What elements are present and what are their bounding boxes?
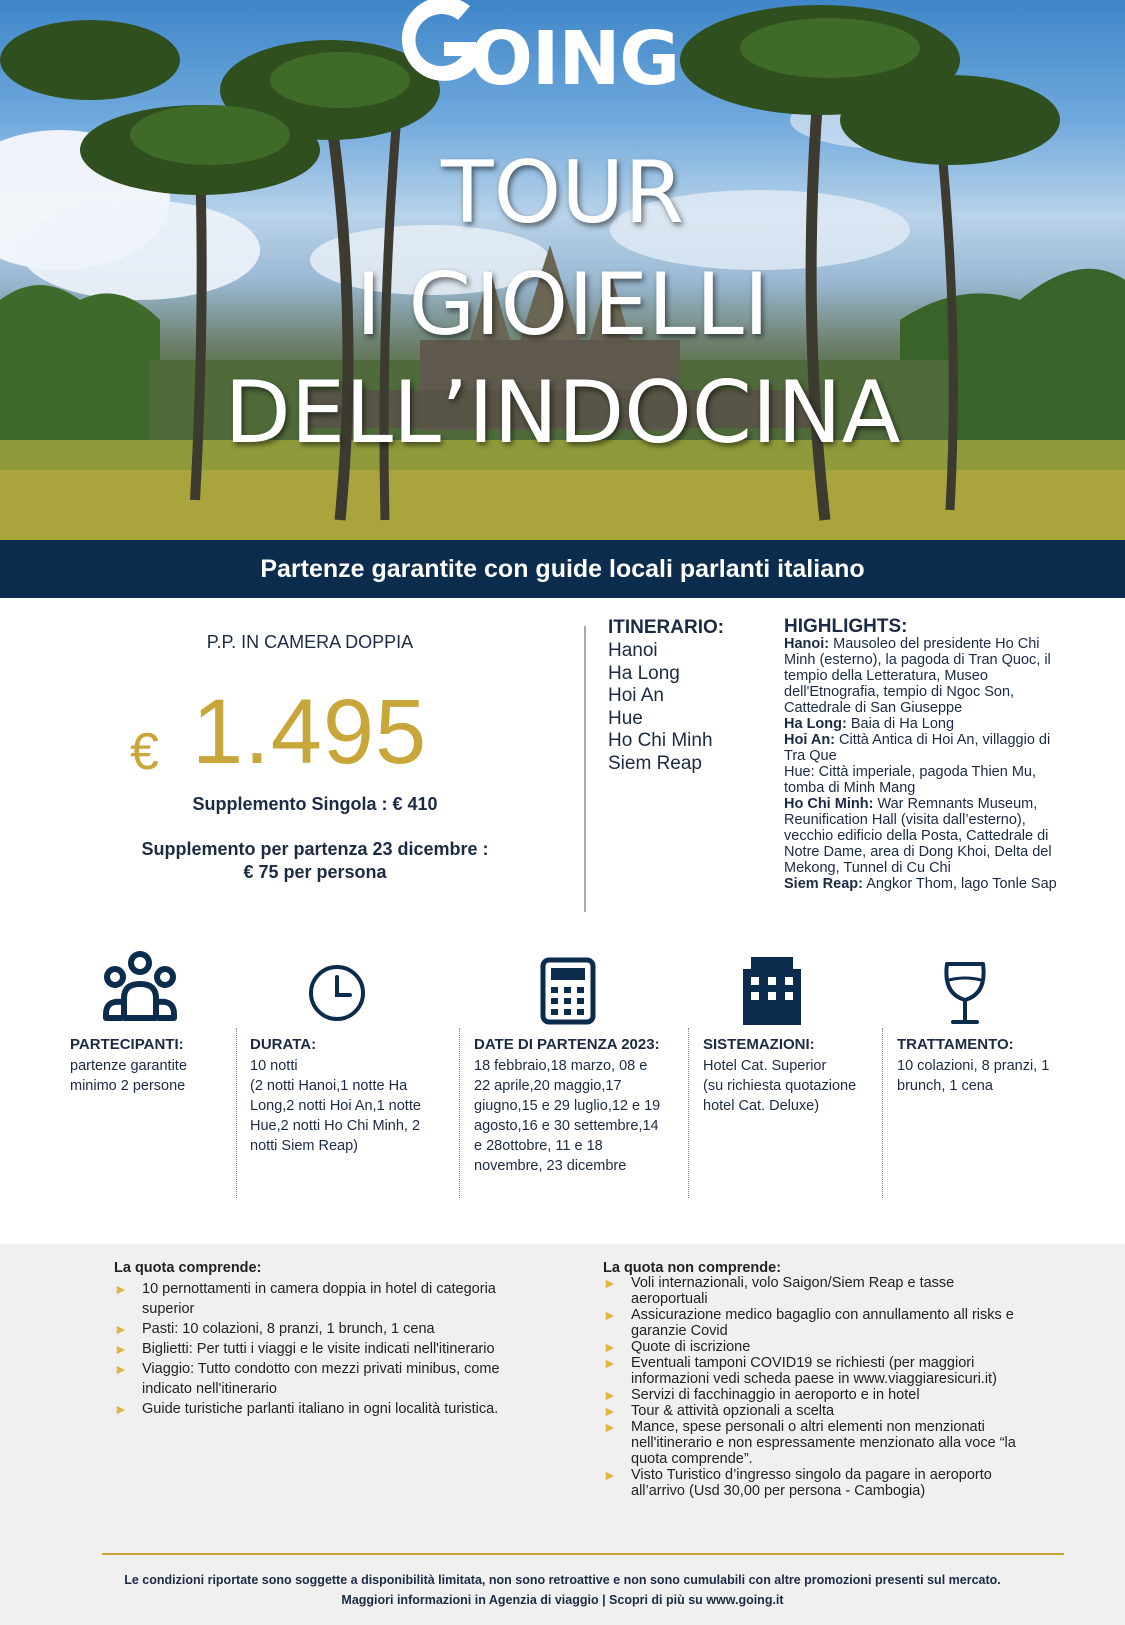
list-item: ► Biglietti: Per tutti i viaggi e le visite indicati nell'itinerario [114,1341,495,1357]
feature-title: DURATA: [250,1036,317,1053]
feature-description: Hotel Cat. Superior (su richiesta quotazione hotel Cat. Deluxe) [703,1058,857,1114]
calendar-icon [540,957,596,1025]
highlight-line: tomba di Minh Mang [784,780,916,796]
highlight-line: Ha Long: Baia di Ha Long [784,716,955,732]
price-amount: 1.495 [192,681,428,783]
excludes-list [603,1275,1073,1499]
list-item: ► Eventuali tamponi COVID19 se richiesti (per maggiori informazioni vedi scheda paese in www.viaggiaresicuri.it) [603,1355,997,1387]
list-item: ► Quote di iscrizione [603,1339,751,1355]
guarantee-banner: Partenze garantite con guide locali parlanti italiano [0,540,1125,598]
itinerary-title: ITINERARIO: [608,617,725,638]
itinerary-stop: Ho Chi Minh [608,730,713,751]
single-supplement: Supplemento Singola : € 410 [192,794,438,814]
highlight-line: Ho Chi Minh: War Remnants Museum, [784,796,1038,812]
includes-title: La quota comprende: [114,1260,262,1276]
arrow-bullet-icon: ► [114,1401,128,1417]
list-item: ► Voli internazionali, volo Saigon/Siem Reap e tasse aeroportuali [603,1275,955,1307]
list-item: ► Assicurazione medico bagaglio con annullamento all risks e garanzie Covid [603,1307,1014,1339]
highlight-line: dell'Etnografia, tempio di Ngoc Son, [784,684,1015,700]
hero-title-line-2: I GIOIELLI [355,255,770,355]
highlight-line: vecchio edificio della Posta, Cattedrale di [784,828,1049,844]
wine-glass-icon [941,960,989,1026]
list-item: ► Tour & attività opzionali a scelta [603,1403,835,1419]
december-supplement-line-1: Supplemento per partenza 23 dicembre : [141,839,489,859]
arrow-bullet-icon: ► [603,1387,617,1403]
december-supplement [110,838,520,884]
currency-symbol: € [130,723,159,781]
going-logo-text: OING [470,16,680,102]
feature-separator [236,1028,237,1198]
feature-duration [250,950,455,1200]
highlight-line: Mekong, Tunnel di Cu Chi [784,860,951,876]
feature-title: TRATTAMENTO: [897,1036,1014,1053]
highlight-line: Minh (esterno), la pagoda di Tran Quoc, il [784,652,1051,668]
highlight-line: Tra Que [784,748,837,764]
feature-description: partenze garantite minimo 2 persone [70,1058,187,1094]
feature-title: DATE DI PARTENZA 2023: [474,1036,660,1053]
list-item: ► Servizi di facchinaggio in aeroporto e in hotel [603,1387,920,1403]
highlight-line: Notre Dame, area di Dong Khoi, Delta del [784,844,1052,860]
arrow-bullet-icon: ► [114,1321,128,1337]
itinerary-stop: Ha Long [608,662,680,684]
feature-title: SISTEMAZIONI: [703,1036,815,1053]
itinerary-stop: Hanoi [608,640,658,661]
highlight-line: Hanoi: Mausoleo del presidente Ho Chi [784,636,1040,652]
hero-image [0,0,1125,540]
highlight-line: Siem Reap: Angkor Thom, lago Tonle Sap [784,876,1057,892]
highlight-line: Reunification Hall (visita dall’esterno), [784,812,1026,828]
footer-conditions: Le condizioni riportate sono soggette a disponibilità limitata, non sono retroattive e non sono cumulabili con altre promozioni presenti sul mercato. [124,1573,1001,1587]
people-icon [102,950,178,1024]
december-supplement-line-2: € 75 per persona [243,862,387,882]
arrow-bullet-icon: ► [114,1281,128,1297]
list-item: ► Mance, spese personali o altri elementi non menzionati nell'itinerario e non espressamente menzionato alla voce “la quota comprende”. [603,1419,1016,1467]
list-item: ► Pasti: 10 colazioni, 8 pranzi, 1 brunch, 1 cena [114,1321,435,1337]
list-item: ► 10 pernottamenti in camera doppia in hotel di categoria superior [114,1281,496,1317]
itinerary-stop: Hoi An [608,685,664,706]
feature-departure-dates [474,950,689,1200]
arrow-bullet-icon: ► [603,1307,617,1323]
list-item: ► Guide turistiche parlanti italiano in ogni località turistica. [114,1401,499,1417]
feature-meals [897,950,1082,1200]
feature-participants [70,950,230,1200]
highlight-place: Hoi An: [784,732,836,748]
highlight-place: Siem Reap: [784,876,863,892]
highlight-place: Ha Long: [784,716,847,732]
excludes-title: La quota non comprende: [603,1260,782,1276]
footer-divider [102,1553,1064,1555]
itinerary-stop: Hue [608,707,643,729]
arrow-bullet-icon: ► [603,1467,617,1483]
list-item: ► Visto Turistico d’ingresso singolo da pagare in aeroporto all’arrivo (Usd 30,00 per persona - Cambogia) [603,1467,992,1499]
arrow-bullet-icon: ► [603,1275,617,1291]
hotel-icon [741,955,803,1027]
feature-accommodation [703,950,878,1200]
feature-separator [459,1028,460,1198]
highlight-place: Hanoi: [784,636,830,652]
arrow-bullet-icon: ► [603,1403,617,1419]
arrow-bullet-icon: ► [603,1339,617,1355]
highlights-title: HIGHLIGHTS: [784,616,908,637]
vertical-divider [584,626,586,912]
includes-list [114,1279,554,1419]
feature-separator [688,1028,689,1198]
arrow-bullet-icon: ► [603,1355,617,1371]
price-label: P.P. IN CAMERA DOPPIA [206,632,414,652]
highlights-list [784,636,1084,892]
feature-description: 18 febbraio,18 marzo, 08 e 22 aprile,20 maggio,17 giugno,15 e 29 luglio,12 e 19 agosto,16 e 30 settembre,14 e 28ottobre, 11 e 18 novembre, 23 dicembre [474,1058,661,1174]
feature-description: 10 notti (2 notti Hanoi,1 notte Ha Long,2 notti Hoi An,1 notte Hue,2 notti Ho Chi Minh, 2 notti Siem Reap) [250,1058,421,1154]
feature-separator [882,1028,883,1198]
itinerary-stop: Siem Reap [608,752,702,774]
feature-description: 10 colazioni, 8 pranzi, 1 brunch, 1 cena [897,1058,1050,1094]
footer-info: Maggiori informazioni in Agenzia di viaggio | Scopri di più su www.going.it [341,1593,784,1607]
list-item: ► Viaggio: Tutto condotto con mezzi privati minibus, come indicato nell'itinerario [114,1361,500,1397]
arrow-bullet-icon: ► [114,1361,128,1377]
arrow-bullet-icon: ► [603,1419,617,1435]
highlight-line: tempio della Letteratura, Museo [784,668,988,684]
highlight-place: Ho Chi Minh: [784,796,874,812]
feature-title: PARTECIPANTI: [70,1036,184,1053]
itinerary-list [608,640,713,775]
highlight-line: Cattedrale di San Giuseppe [784,700,963,716]
hero-title-line-1: TOUR [441,143,684,243]
clock-icon [308,964,366,1022]
hero-title-line-3: DELL’INDOCINA [224,363,901,463]
arrow-bullet-icon: ► [114,1341,128,1357]
highlight-line: Hoi An: Città Antica di Hoi An, villaggio di [784,732,1051,748]
highlight-line: Hue: Città imperiale, pagoda Thien Mu, [784,764,1037,780]
